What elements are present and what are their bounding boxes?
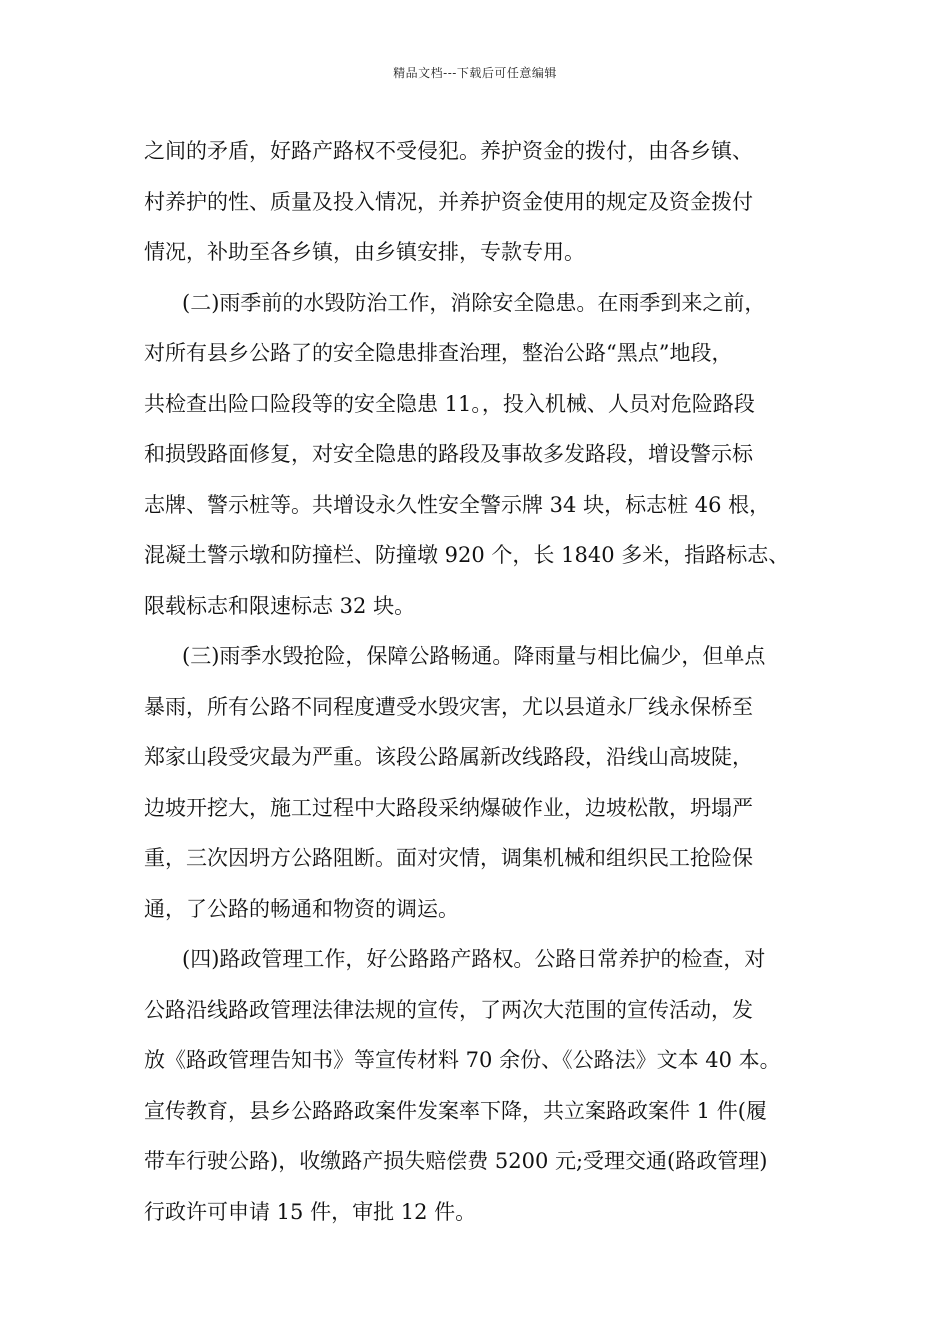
- paragraph-line: 村养护的性、质量及投入情况，并养护资金使用的规定及资金拨付: [144, 189, 753, 214]
- paragraph-line: 带车行驶公路)，收缴路产损失赔偿费 5200 元;受理交通(路政管理): [144, 1149, 768, 1173]
- paragraph-line: 和损毁路面修复，对安全隐患的路段及事故多发路段，增设警示标: [144, 442, 753, 466]
- paragraph-line: (四)路政管理工作，好公路路产路权。公路日常养护的检查，对: [182, 947, 766, 971]
- paragraph-line: 限载标志和限速标志 32 块。: [144, 593, 416, 618]
- paragraph-line: 通，了公路的畅通和物资的调运。: [144, 896, 459, 921]
- paragraph-line: 行政许可申请 15 件，审批 12 件。: [144, 1199, 477, 1224]
- document-body: [144, 126, 824, 1237]
- paragraph-line: 宣传教育，县乡公路路政案件发案率下降，共立案路政案件 1 件(履: [144, 1098, 767, 1123]
- paragraph-line: 重，三次因坍方公路阻断。面对灾情，调集机械和组织民工抢险保: [144, 846, 753, 870]
- paragraph-line: 放《路政管理告知书》等宣传材料 70 余份、《公路法》文本 40 本。: [144, 1048, 781, 1072]
- paragraph-line: 边坡开挖大，施工过程中大路段采纳爆破作业，边坡松散，坍塌严: [144, 795, 753, 820]
- paragraph-line: 共检查出险口险段等的安全隐患 11。，投入机械、人员对危险路段: [144, 391, 755, 416]
- paragraph-line: 之间的矛盾，好路产路权不受侵犯。养护资金的拨付，由各乡镇、: [144, 139, 753, 163]
- page-header: 精品文档---下载后可任意编辑: [393, 66, 557, 80]
- paragraph-line: 志牌、警示桩等。共增设永久性安全警示牌 34 块，标志桩 46 根，: [144, 492, 771, 517]
- paragraph-line: (三)雨季水毁抢险，保障公路畅通。降雨量与相比偏少，但单点: [182, 644, 766, 668]
- paragraph-line: 混凝土警示墩和防撞栏、防撞墩 920 个，长 1840 多米，指路标志、: [144, 543, 790, 567]
- paragraph-line: (二)雨季前的水毁防治工作，消除安全隐患。在雨季到来之前，: [182, 290, 766, 315]
- paragraph-line: 郑家山段受灾最为严重。该段公路属新改线路段，沿线山高坡陡，: [144, 745, 753, 769]
- paragraph: [144, 126, 824, 278]
- paragraph: [144, 278, 824, 632]
- paragraph: [144, 934, 824, 1237]
- paragraph: [144, 631, 824, 934]
- paragraph-line: 暴雨，所有公路不同程度遭受水毁灾害，尤以县道永厂线永保桥至: [144, 694, 753, 719]
- paragraph-line: 对所有县乡公路了的安全隐患排查治理，整治公路“黑点”地段，: [144, 341, 733, 365]
- paragraph-line: 公路沿线路政管理法律法规的宣传，了两次大范围的宣传活动，发: [144, 997, 753, 1022]
- paragraph-line: 情况，补助至各乡镇，由乡镇安排，专款专用。: [144, 240, 585, 264]
